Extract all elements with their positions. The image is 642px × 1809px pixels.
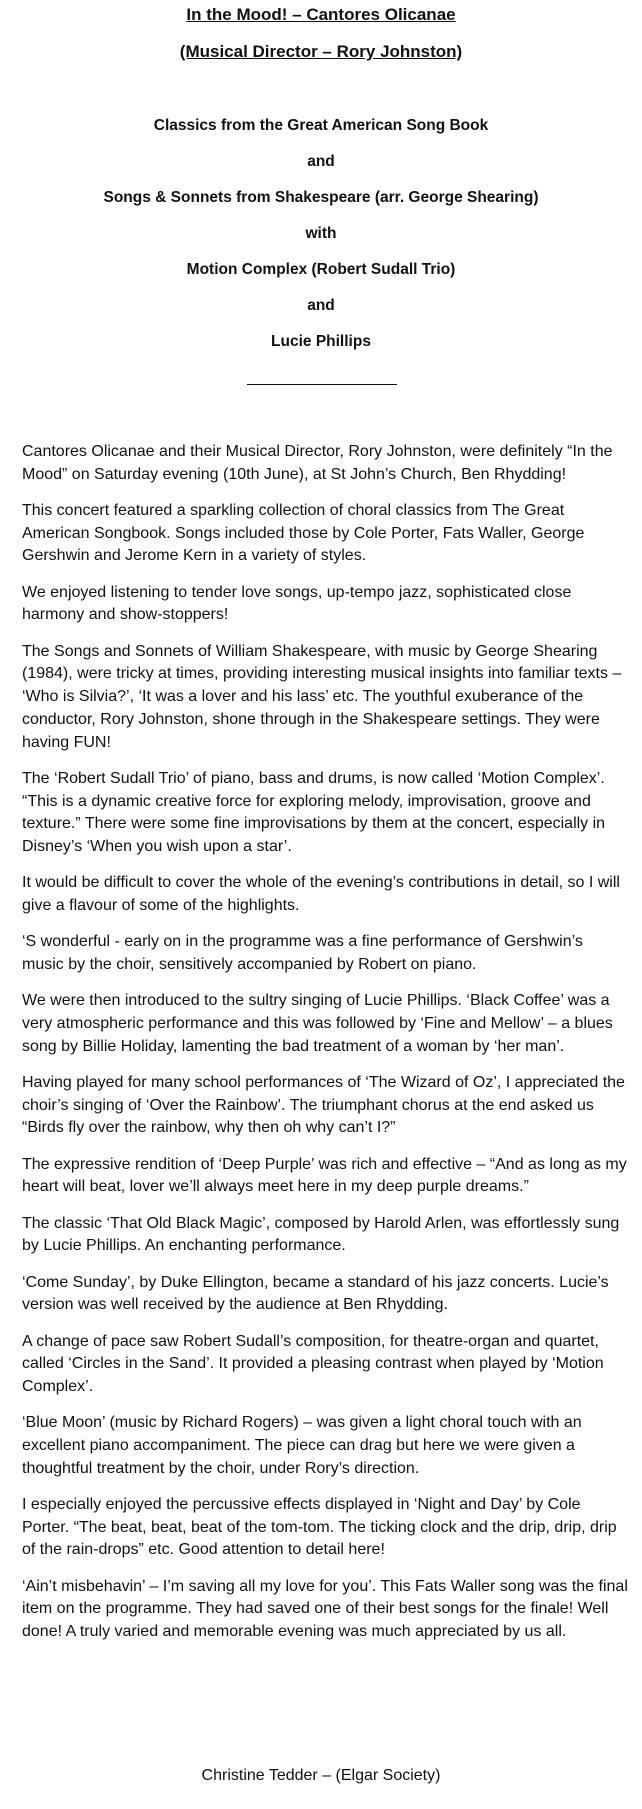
paragraph: The ‘Robert Sudall Trio’ of piano, bass and drums, is now called ‘Motion Complex’. “This is a dynamic creative force for exploring melody, improvisation, groove and texture.” There were some fine improvisations by them at the concert, especially in Disney’s ‘When you wish upon a star’.	[22, 769, 606, 855]
review-title: In the Mood! – Cantores Olicanae	[186, 5, 456, 24]
program-line: Classics from the Great American Song Book	[153, 117, 489, 134]
paragraph: ‘Come Sunday’, by Duke Ellington, became a standard of his jazz concerts. Lucie’s version was well received by the audience at Ben Rhydding.	[22, 1273, 609, 1314]
program-line: Lucie Phillips	[271, 333, 371, 350]
paragraph: ‘S wonderful - early on in the programme was a fine performance of Gershwin’s music by the choir, sensitively accompanied by Robert on piano.	[22, 933, 583, 973]
review-body	[22, 441, 628, 1657]
paragraph: We enjoyed listening to tender love songs, up-tempo jazz, sophisticated close harmony and show-stoppers!	[22, 583, 572, 624]
program-listing	[0, 116, 642, 368]
program-line: with	[305, 225, 337, 242]
program-line: and	[307, 153, 335, 170]
paragraph: It would be difficult to cover the whole of the evening’s contributions in detail, so I will give a flavour of some of the highlights.	[22, 874, 620, 914]
program-line: Motion Complex (Robert Sudall Trio)	[186, 261, 456, 278]
program-line: and	[307, 297, 335, 314]
paragraph: The Songs and Sonnets of William Shakespeare, with music by George Shearing (1984), were tricky at times, providing interesting musical insights into familiar texts – ‘Who is Silvia?’, ‘It was a lover and his lass’ etc. The youthful exuberance of the conductor, Rory Johnston, shone through in the Shakespeare settings. They were having FUN!	[22, 642, 622, 751]
paragraph: ‘Ain’t misbehavin’ – I’m saving all my love for you’. This Fats Waller song was the final item on the programme. They had saved one of their best songs for the finale! Well done! A truly varied and memorable evening was much appreciated by us all.	[22, 1577, 628, 1641]
paragraph: The classic ‘That Old Black Magic’, composed by Harold Arlen, was effortlessly sung by Lucie Phillips. An enchanting performance.	[22, 1214, 620, 1255]
paragraph: A change of pace saw Robert Sudall’s composition, for theatre-organ and quartet, called ‘Circles in the Sand’. It provided a pleasing contrast when played by ‘Motion Complex’.	[22, 1332, 604, 1396]
paragraph: The expressive rendition of ‘Deep Purple’ was rich and effective – “And as long as my heart will beat, lover we’ll always meet here in my deep purple dreams.”	[22, 1155, 627, 1196]
separator-line	[247, 384, 397, 385]
program-line: Songs & Sonnets from Shakespeare (arr. George Shearing)	[103, 189, 539, 206]
author-signature: Christine Tedder – (Elgar Society)	[201, 1767, 441, 1784]
paragraph: ‘Blue Moon’ (music by Richard Rogers) – was given a light choral touch with an excellent piano accompaniment. The piece can drag but here we were given a thoughtful treatment by the choir, under Rory’s direction.	[22, 1414, 582, 1477]
paragraph: I especially enjoyed the percussive effects displayed in ‘Night and Day’ by Cole Porter. “The beat, beat, beat of the tom-tom. The ticking clock and the drip, drip, drip of the rain-drops” etc. Good attention to detail here!	[22, 1496, 617, 1559]
paragraph: Cantores Olicanae and their Musical Director, Rory Johnston, were definitely “In the Mood” on Saturday evening (10th June), at St John’s Church, Ben Rhydding!	[22, 443, 613, 483]
paragraph: This concert featured a sparkling collection of choral classics from The Great American Songbook. Songs included those by Cole Porter, Fats Waller, George Gershwin and Jerome Kern in a variety of styles.	[22, 502, 585, 565]
paragraph: We were then introduced to the sultry singing of Lucie Phillips. ‘Black Coffee’ was a very atmospheric performance and this was followed by ‘Fine and Mellow’ – a blues song by Billie Holiday, lamenting the bad treatment of a woman by ‘her man’.	[22, 992, 613, 1055]
musical-director-subtitle: (Musical Director – Rory Johnston)	[179, 42, 463, 61]
paragraph: Having played for many school performances of ‘The Wizard of Oz’, I appreciated the choir’s singing of ‘Over the Rainbow’. The triumphant chorus at the end asked us “Birds fly over the rainbow, why then oh why can’t I?”	[22, 1073, 625, 1137]
